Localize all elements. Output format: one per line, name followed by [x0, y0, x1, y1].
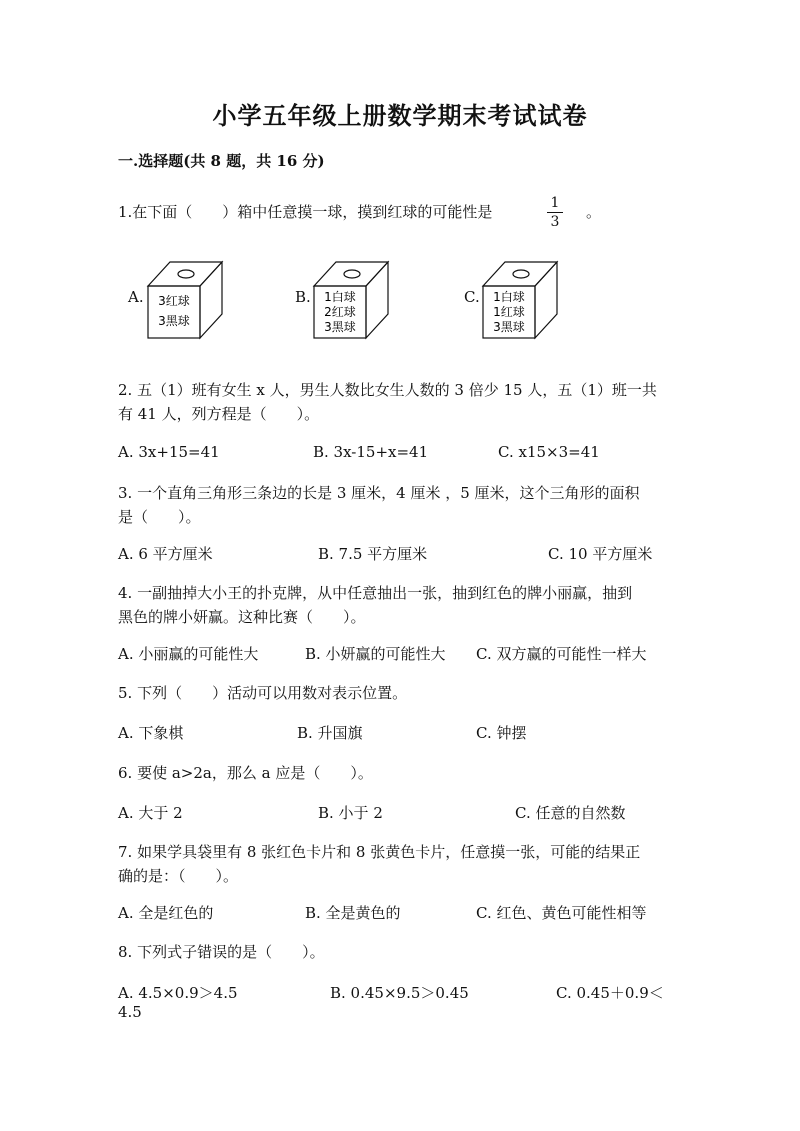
- box-a-line-1: 3红球: [158, 294, 190, 308]
- question-7-option-a: A. 全是红色的: [118, 904, 214, 922]
- box-a-line-2: 3黑球: [158, 314, 190, 328]
- question-5-option-b: B. 升国旗: [297, 724, 363, 742]
- question-8-option-c: C. 0.45＋0.9＜: [556, 984, 664, 1002]
- question-2-line-2: 有 41 人，列方程是（ ）。: [118, 405, 320, 423]
- box-b-line-1: 1白球: [324, 290, 356, 304]
- question-5-line-1: 5. 下列（ ）活动可以用数对表示位置。: [118, 684, 408, 702]
- question-4-option-b: B. 小妍赢的可能性大: [305, 645, 446, 663]
- box-hole: [344, 270, 360, 278]
- question-8-option-b: B. 0.45×9.5＞0.45: [330, 984, 469, 1002]
- question-6-option-c: C. 任意的自然数: [515, 804, 626, 822]
- question-2-option-c: C. x15×3=41: [498, 443, 600, 461]
- box-hole: [513, 270, 529, 278]
- question-4-line-2: 黑色的牌小妍赢。这种比赛（ ）。: [118, 608, 366, 626]
- question-2-option-a: A. 3x+15=41: [118, 443, 220, 461]
- page-title: 小学五年级上册数学期末考试试卷: [212, 101, 588, 130]
- question-8-option-c-continued: 4.5: [118, 1003, 142, 1021]
- fraction-one-third: [545, 195, 565, 230]
- question-2-option-b: B. 3x-15+x=41: [313, 443, 429, 461]
- box-side: [366, 262, 388, 338]
- fraction-numerator: 1: [550, 195, 560, 211]
- box-c-line-2: 1红球: [493, 305, 525, 319]
- question-1-text: 1.在下面（ ）箱中任意摸一球，摸到红球的可能性是: [118, 203, 493, 221]
- box-c-label: C.: [464, 288, 480, 306]
- question-4-option-c: C. 双方赢的可能性一样大: [476, 645, 647, 663]
- box-c-line-3: 3黑球: [493, 320, 525, 334]
- question-8-line-1: 8. 下列式子错误的是（ ）。: [118, 943, 325, 961]
- question-4-option-a: A. 小丽赢的可能性大: [118, 645, 259, 663]
- question-3-option-c: C. 10 平方厘米: [548, 545, 653, 563]
- question-7-line-2: 确的是：（ ）。: [118, 867, 239, 885]
- question-7-line-1: 7. 如果学具袋里有 8 张红色卡片和 8 张黄色卡片，任意摸一张，可能的结果正: [118, 843, 641, 861]
- section-heading: 一.选择题(共 8 题，共 16 分): [118, 152, 325, 170]
- question-6-option-b: B. 小于 2: [318, 804, 383, 822]
- question-6-option-a: A. 大于 2: [118, 804, 183, 822]
- question-4-line-1: 4. 一副抽掉大小王的扑克牌，从中任意抽出一张，抽到红色的牌小丽赢，抽到: [118, 584, 633, 602]
- question-3-line-1: 3. 一个直角三角形三条边的长是 3 厘米，4 厘米 ，5 厘米，这个三角形的面积: [118, 484, 640, 502]
- question-5-option-c: C. 钟摆: [476, 724, 527, 742]
- question-7-option-b: B. 全是黄色的: [305, 904, 401, 922]
- question-3-option-a: A. 6 平方厘米: [118, 545, 213, 563]
- question-2-line-1: 2. 五（1）班有女生 x 人，男生人数比女生人数的 3 倍少 15 人，五（1）班一共: [118, 381, 657, 399]
- question-1-end: 。: [586, 203, 602, 221]
- box-c-line-1: 1白球: [493, 290, 525, 304]
- box-side: [200, 262, 222, 338]
- question-6-line-1: 6. 要使 a>2a，那么 a 应是（ ）。: [118, 764, 373, 782]
- box-b-line-2: 2红球: [324, 305, 356, 319]
- fraction-denominator: 3: [550, 214, 560, 230]
- box-hole: [178, 270, 194, 278]
- box-b-illustration: [312, 258, 392, 340]
- box-b-line-3: 3黑球: [324, 320, 356, 334]
- box-c-illustration: [481, 258, 561, 340]
- box-a-label: A.: [128, 288, 144, 306]
- question-3-line-2: 是（ ）。: [118, 508, 201, 526]
- box-side: [535, 262, 557, 338]
- box-a-illustration: [146, 258, 226, 340]
- question-7-option-c: C. 红色、黄色可能性相等: [476, 904, 647, 922]
- question-5-option-a: A. 下象棋: [118, 724, 184, 742]
- box-b-label: B.: [295, 288, 311, 306]
- question-8-option-a: A. 4.5×0.9＞4.5: [118, 984, 238, 1002]
- question-3-option-b: B. 7.5 平方厘米: [318, 545, 428, 563]
